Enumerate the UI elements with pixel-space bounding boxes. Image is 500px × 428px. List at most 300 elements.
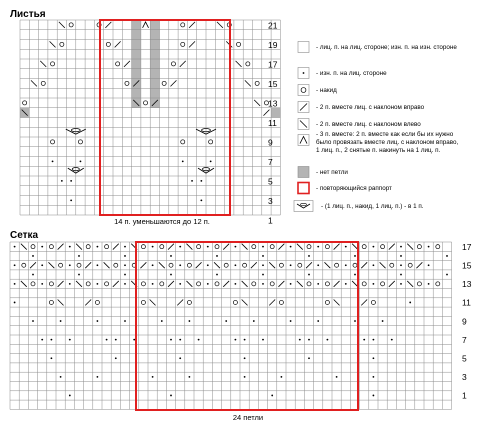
yarn-over-icon	[252, 282, 256, 286]
leaves-row-number: 7	[268, 156, 273, 167]
mesh-row-number: 9	[462, 316, 467, 327]
yarn-over-icon	[209, 140, 213, 144]
yarn-over-icon	[270, 245, 274, 249]
purl-dot-icon	[170, 395, 172, 397]
purl-dot-icon	[290, 246, 292, 248]
yarn-over-icon	[215, 282, 219, 286]
no-stitch-icon	[298, 167, 309, 178]
mesh-title: Сетка	[10, 230, 39, 241]
k2tog-right-icon	[58, 244, 64, 250]
yarn-over-icon	[307, 245, 311, 249]
purl-dot-icon	[41, 283, 43, 285]
yarn-over-icon	[31, 245, 35, 249]
purl-dot-icon	[179, 357, 181, 359]
k2tog-right-icon	[180, 61, 186, 67]
yarn-over-icon	[187, 263, 191, 267]
k2tog-right-icon	[306, 262, 312, 268]
purl-dot-icon	[336, 376, 338, 378]
mesh-row-number: 17	[462, 241, 472, 252]
purl-dot-icon	[97, 246, 99, 248]
purl-dot-icon	[60, 376, 62, 378]
one-to-three-icon	[294, 201, 313, 212]
yarn-over-icon	[246, 62, 250, 66]
purl-dot-icon	[262, 339, 264, 341]
purl-dot-icon	[354, 255, 356, 257]
yarn-over-icon	[243, 263, 247, 267]
purl-dot-icon	[207, 283, 209, 285]
purl-dot-icon	[262, 264, 264, 266]
leaves-row-number: 19	[268, 39, 278, 50]
leaves-grid	[20, 20, 280, 215]
purl-dot-icon	[345, 246, 347, 248]
yarn-over-icon	[362, 245, 366, 249]
legend-text: было провязать вместе лиц. с наклоном вправо,	[316, 139, 459, 146]
k2tog-left-icon	[324, 262, 330, 268]
k2tog-left-icon	[159, 262, 165, 268]
k2tog-left-icon	[150, 300, 156, 306]
leaves-row-number: 17	[268, 59, 278, 70]
yarn-over-icon	[197, 245, 201, 249]
k2tog-right-icon	[269, 300, 275, 306]
purl-dot-icon	[400, 264, 402, 266]
mesh-row-number: 5	[462, 353, 467, 364]
leaves-chart	[20, 20, 280, 225]
purl-dot-icon	[400, 255, 402, 257]
purl-dot-icon	[32, 255, 34, 257]
leaves-symbols	[22, 22, 270, 201]
legend-text: - (1 лиц. п., накид, 1 лиц. п.) - в 1 п.	[321, 203, 424, 210]
yarn-over-icon	[224, 263, 228, 267]
legend-text: - 2 п. вместе лиц. с наклоном вправо	[316, 104, 425, 111]
yarn-over-icon	[31, 282, 35, 286]
yarn-over-icon	[417, 245, 421, 249]
k2tog-right-icon	[105, 22, 111, 28]
purl-dot-icon	[70, 199, 72, 201]
purl-dot-icon	[428, 246, 430, 248]
yarn-over-icon	[49, 245, 53, 249]
k2tog-left-icon	[76, 281, 82, 287]
purl-dot-icon	[200, 199, 202, 201]
purl-dot-icon	[235, 283, 237, 285]
k2tog-right-icon	[223, 244, 229, 250]
purl-dot-icon	[253, 320, 255, 322]
k2tog-right-icon	[113, 244, 119, 250]
purl-dot-icon	[152, 246, 154, 248]
purl-dot-icon	[327, 339, 329, 341]
yarn-over-icon	[86, 245, 90, 249]
purl-dot-icon	[70, 180, 72, 182]
yarn-over-icon	[141, 282, 145, 286]
purl-dot-icon	[97, 376, 99, 378]
purl-dot-icon	[41, 264, 43, 266]
purl-dot-icon	[69, 264, 71, 266]
yarn-over-icon	[41, 81, 45, 85]
yarn-over-icon	[279, 300, 283, 304]
purl-dot-icon	[303, 72, 305, 74]
purl-dot-icon	[244, 376, 246, 378]
purl-dot-icon	[409, 302, 411, 304]
yarn-over-icon	[215, 245, 219, 249]
purl-dot-icon	[373, 283, 375, 285]
yarn-over-icon	[362, 282, 366, 286]
purl-dot-icon	[373, 357, 375, 359]
k2tog-left-icon	[58, 300, 64, 306]
yarn-over-icon	[144, 101, 148, 105]
purl-dot-icon	[373, 395, 375, 397]
mesh-row-number: 13	[462, 279, 472, 290]
yarn-over-icon	[59, 263, 63, 267]
yarn-over-icon	[160, 245, 164, 249]
purl-dot-icon	[179, 283, 181, 285]
purl-dot-icon	[345, 264, 347, 266]
purl-dot-icon	[106, 339, 108, 341]
yarn-over-icon	[49, 282, 53, 286]
purl-dot-icon	[262, 274, 264, 276]
purl-dot-icon	[152, 283, 154, 285]
yarn-over-icon	[114, 263, 118, 267]
k2tog-right-icon	[278, 281, 284, 287]
purl-dot-icon	[235, 246, 237, 248]
yarn-over-icon	[298, 263, 302, 267]
k2tog-right-icon	[334, 281, 340, 287]
k2tog-left-icon	[50, 41, 56, 47]
yarn-over-icon	[381, 245, 385, 249]
yarn-over-icon	[417, 282, 421, 286]
yarn-over-icon	[106, 42, 110, 46]
legend-text: - 3 п. вместе: 2 п. вместе как если бы их нужно	[316, 131, 454, 138]
yarn-over-icon	[181, 23, 185, 27]
k2tog-right-icon	[263, 110, 269, 116]
yarn-over-icon	[60, 42, 64, 46]
purl-dot-icon	[32, 320, 34, 322]
purl-dot-icon	[69, 283, 71, 285]
purl-dot-icon	[308, 255, 310, 257]
k2tog-left-icon	[407, 281, 413, 287]
k2tog-right-icon	[85, 262, 91, 268]
purl-dot-icon	[124, 283, 126, 285]
purl-dot-icon	[363, 339, 365, 341]
k2tog-right-icon	[115, 41, 121, 47]
mesh-chart	[10, 242, 472, 410]
leaves-row-numbers	[268, 20, 278, 225]
purl-dot-icon	[51, 339, 53, 341]
purl-dot-icon	[373, 376, 375, 378]
purl-dot-icon	[373, 339, 375, 341]
purl-dot-icon	[182, 160, 184, 162]
k2tog-left-icon	[297, 244, 303, 250]
k2tog-left-icon	[217, 22, 223, 28]
purl-dot-icon	[78, 255, 80, 257]
purl-dot-icon	[308, 357, 310, 359]
slash-right-icon	[298, 102, 309, 113]
circle-square-icon	[298, 85, 309, 96]
purl-dot-icon	[354, 274, 356, 276]
yarn-over-icon	[237, 42, 241, 46]
purl-dot-icon	[446, 274, 448, 276]
k2tog-right-icon	[189, 22, 195, 28]
purl-dot-icon	[170, 339, 172, 341]
legend-text: - лиц. п. на лиц. стороне; изн. п. на изн. стороне	[316, 44, 457, 51]
k2tog-right-icon	[168, 244, 174, 250]
purl-dot-icon	[97, 320, 99, 322]
purl-dot-icon	[216, 255, 218, 257]
k2tog-right-icon	[168, 281, 174, 287]
purl-dot-icon	[373, 246, 375, 248]
yarn-over-icon	[270, 282, 274, 286]
purl-dot-icon	[299, 339, 301, 341]
yarn-over-icon	[233, 300, 237, 304]
k2tog-left-icon	[214, 262, 220, 268]
k2tog-right-icon	[170, 80, 176, 86]
k2tog-left-icon	[242, 244, 248, 250]
legend-text: - повторяющийся раппорт	[316, 185, 392, 192]
purl-dot-icon	[170, 274, 172, 276]
k2tog-left-icon	[334, 300, 340, 306]
mesh-row-number: 1	[462, 390, 467, 401]
yarn-over-icon	[436, 282, 440, 286]
k2tog-left-icon	[21, 244, 27, 250]
k2tog-right-icon	[189, 41, 195, 47]
leaves-row-number: 11	[268, 117, 277, 128]
purl-dot-icon	[271, 395, 273, 397]
purl-dot-icon	[152, 264, 154, 266]
k2tog-right-icon	[278, 244, 284, 250]
yarn-over-icon	[353, 263, 357, 267]
yarn-over-icon	[78, 140, 82, 144]
yarn-over-icon	[141, 245, 145, 249]
k2tog-right-icon	[140, 262, 146, 268]
purl-dot-icon	[244, 339, 246, 341]
repeat-frame-icon	[298, 183, 309, 194]
yarn-over-icon	[390, 263, 394, 267]
mesh-grid	[10, 242, 452, 409]
purl-dot-icon	[207, 264, 209, 266]
purl-dot-icon	[290, 283, 292, 285]
k2tog-right-icon	[361, 300, 367, 306]
legend-text: - нет петли	[316, 169, 348, 176]
legend-text: - 2 п. вместе лиц. с наклоном влево	[316, 121, 421, 128]
leaves-caption: 14 п. уменьшаются до 12 п.	[114, 217, 210, 226]
k2tog-right-icon	[416, 262, 422, 268]
yarn-over-icon	[325, 300, 329, 304]
yarn-over-icon	[307, 282, 311, 286]
purl-dot-icon	[97, 283, 99, 285]
yarn-over-icon	[187, 300, 191, 304]
leaves-row-number: 9	[268, 137, 273, 148]
purl-dot-icon	[60, 320, 62, 322]
yarn-over-icon	[51, 140, 55, 144]
purl-dot-icon	[428, 283, 430, 285]
no-stitch-cell	[132, 20, 141, 108]
k2tog-right-icon	[30, 262, 36, 268]
purl-dot-icon	[69, 339, 71, 341]
purl-dot-icon	[262, 246, 264, 248]
yarn-over-icon	[141, 300, 145, 304]
k2tog-left-icon	[297, 281, 303, 287]
yarn-over-icon	[279, 263, 283, 267]
legend	[294, 42, 459, 212]
purl-dot-icon	[400, 246, 402, 248]
k2tog-left-icon	[269, 262, 275, 268]
k2tog-left-icon	[48, 262, 54, 268]
k2tog-left-icon	[245, 80, 251, 86]
yarn-over-icon	[162, 81, 166, 85]
k2tog-right-icon	[389, 244, 395, 250]
yarn-over-icon	[169, 263, 173, 267]
purl-dot-icon	[191, 180, 193, 182]
yarn-over-icon	[381, 282, 385, 286]
purl-dot-icon	[317, 246, 319, 248]
no-stitch-cell	[150, 20, 159, 108]
purl-dot-icon	[133, 339, 135, 341]
k2tog-left-icon	[40, 61, 46, 67]
blank-square-icon	[298, 42, 309, 53]
leaves-row-number: 13	[268, 98, 278, 109]
k2tog-right-icon	[124, 61, 130, 67]
purl-dot-icon	[382, 320, 384, 322]
yarn-over-icon	[116, 62, 120, 66]
yarn-over-icon	[105, 282, 109, 286]
no-stitch-cell	[271, 108, 280, 118]
purl-dot-icon	[179, 246, 181, 248]
yarn-over-icon	[436, 245, 440, 249]
yarn-over-icon	[125, 81, 129, 85]
purl-dot-icon	[400, 274, 402, 276]
purl-dot-icon	[124, 255, 126, 257]
purl-dot-icon	[14, 302, 16, 304]
purl-dot-icon	[189, 376, 191, 378]
purl-dot-icon	[41, 339, 43, 341]
legend-text: - изн. п. на лиц. стороне	[316, 70, 387, 77]
mesh-row-numbers	[462, 242, 472, 401]
mesh-row-number: 11	[462, 297, 471, 308]
k2tog-right-icon	[85, 300, 91, 306]
k2tog-right-icon	[389, 281, 395, 287]
purl-dot-icon	[210, 160, 212, 162]
yarn-over-icon	[171, 62, 175, 66]
yarn-over-icon	[335, 263, 339, 267]
mesh-row-number: 3	[462, 372, 467, 383]
purl-dot-icon	[200, 180, 202, 182]
leaves-row-number: 5	[268, 176, 273, 187]
k2tog-right-icon	[113, 281, 119, 287]
purl-dot-icon	[115, 339, 117, 341]
yarn-over-icon	[105, 245, 109, 249]
purl-dot-icon	[446, 255, 448, 257]
purl-dot-icon	[80, 160, 82, 162]
k2tog-left-icon	[186, 281, 192, 287]
purl-dot-icon	[69, 246, 71, 248]
purl-dot-icon	[78, 274, 80, 276]
purl-dot-icon	[290, 264, 292, 266]
yarn-over-icon	[49, 300, 53, 304]
purl-dot-icon	[161, 320, 163, 322]
k2tog-left-icon	[380, 262, 386, 268]
leaves-row-number: 1	[268, 215, 273, 226]
legend-text: 1 лиц. п., 2 снятые п. накинуть на 1 лиц. п.	[316, 147, 441, 154]
purl-dot-icon	[262, 255, 264, 257]
k2tog-right-icon	[58, 281, 64, 287]
k2tog-left-icon	[31, 80, 37, 86]
k2tog-left-icon	[242, 281, 248, 287]
purl-dot-icon	[179, 339, 181, 341]
purl-dot-icon	[308, 274, 310, 276]
purl-dot-icon	[391, 339, 393, 341]
k2tog-left-icon	[254, 100, 260, 106]
k2tog-left-icon	[186, 244, 192, 250]
purl-dot-icon	[235, 264, 237, 266]
yarn-over-icon	[371, 300, 375, 304]
yarn-over-icon	[197, 282, 201, 286]
purl-dot-icon	[14, 246, 16, 248]
k2tog-left-icon	[242, 300, 248, 306]
mesh-caption: 24 петли	[232, 413, 264, 422]
yarn-over-icon	[181, 42, 185, 46]
k2tog-right-icon	[223, 281, 229, 287]
k2tog-left-icon	[76, 244, 82, 250]
purl-dot-icon	[189, 320, 191, 322]
purl-dot-icon	[124, 320, 126, 322]
sk2p-triangle-icon	[143, 22, 149, 28]
leaves-row-number: 15	[268, 78, 278, 89]
mesh-repeat-frame	[136, 242, 358, 410]
purl-dot-icon	[317, 320, 319, 322]
k2tog-left-icon	[407, 244, 413, 250]
purl-dot-icon	[124, 264, 126, 266]
yarn-over-icon	[22, 263, 26, 267]
purl-dot-icon	[32, 274, 34, 276]
k2tog-left-icon	[59, 22, 65, 28]
purl-dot-icon	[308, 339, 310, 341]
yarn-over-icon	[408, 263, 412, 267]
triangle-icon	[298, 135, 309, 146]
yarn-over-icon	[325, 245, 329, 249]
purl-dot-icon	[14, 283, 16, 285]
yarn-over-icon	[51, 62, 55, 66]
purl-dot-icon	[52, 160, 54, 162]
purl-dot-icon	[69, 395, 71, 397]
purl-dot-icon	[225, 320, 227, 322]
yarn-over-icon	[252, 245, 256, 249]
purl-dot-icon	[428, 264, 430, 266]
mesh-row-number: 15	[462, 260, 472, 271]
purl-dot-icon	[235, 339, 237, 341]
purl-dot-icon	[216, 274, 218, 276]
yarn-over-icon	[95, 300, 99, 304]
purl-dot-icon	[345, 283, 347, 285]
k2tog-right-icon	[196, 262, 202, 268]
yarn-over-icon	[77, 263, 81, 267]
purl-dot-icon	[14, 264, 16, 266]
purl-dot-icon	[124, 246, 126, 248]
purl-dot-icon	[290, 320, 292, 322]
purl-dot-icon	[152, 376, 154, 378]
purl-dot-icon	[317, 283, 319, 285]
purl-dot-icon	[170, 255, 172, 257]
yarn-over-icon	[255, 81, 259, 85]
leaves-title: Листья	[10, 9, 46, 20]
mesh-row-number: 7	[462, 334, 467, 345]
leaves-row-number: 21	[268, 20, 278, 31]
purl-dot-icon	[244, 357, 246, 359]
purl-dot-icon	[179, 264, 181, 266]
yarn-over-icon	[69, 23, 73, 27]
legend-text: - накид	[316, 87, 337, 94]
purl-dot-icon	[207, 246, 209, 248]
purl-dot-icon	[97, 264, 99, 266]
purl-dot-icon	[262, 283, 264, 285]
purl-dot-icon	[317, 264, 319, 266]
